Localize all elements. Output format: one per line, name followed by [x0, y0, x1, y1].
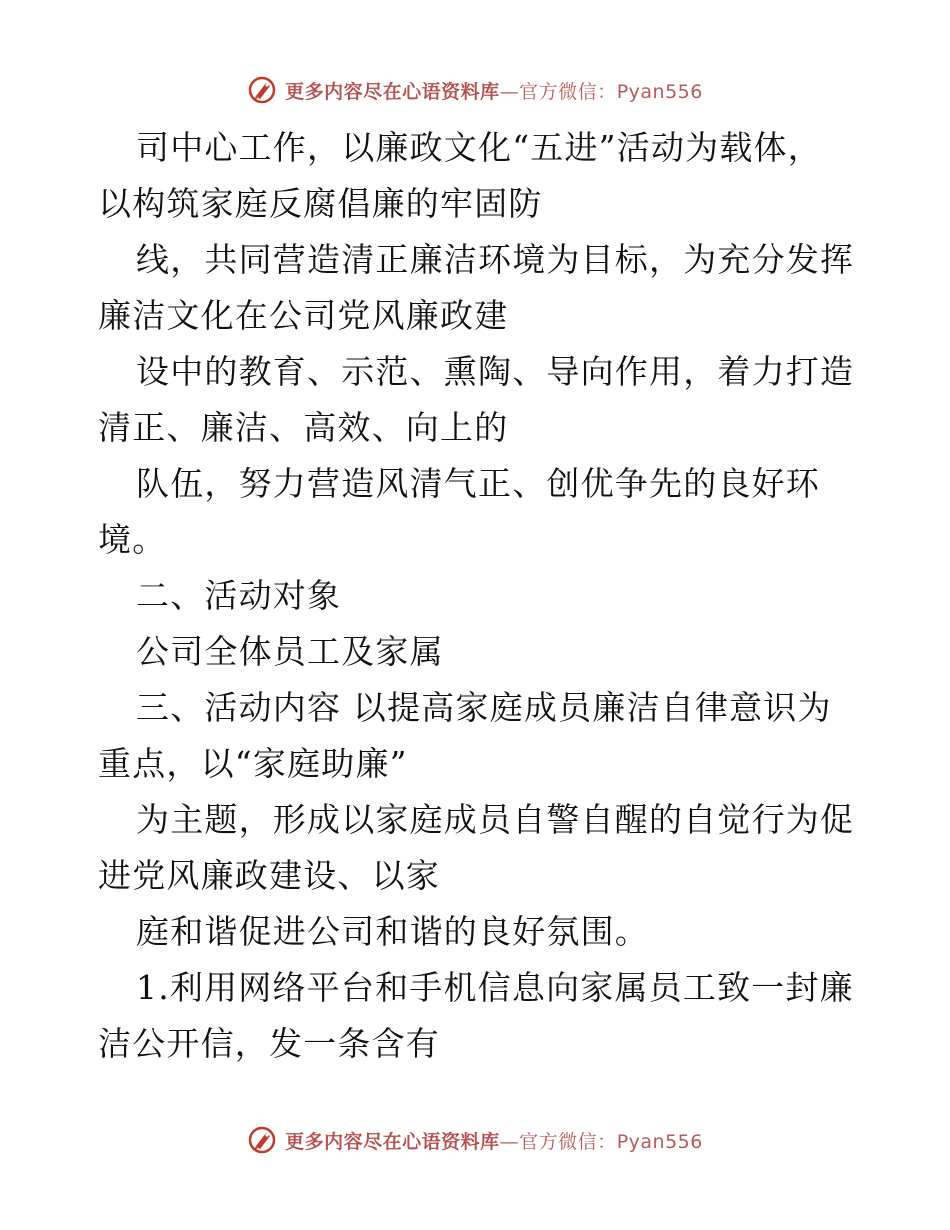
text-line: 境。	[98, 520, 167, 559]
text-line: 线，共同营造清正廉洁环境为目标，为充分发挥	[136, 240, 855, 279]
header-wechat-id: Pyan556	[616, 80, 703, 103]
text-line: 清正、廉洁、高效、向上的	[98, 408, 509, 447]
header-banner	[0, 70, 950, 110]
header-banner-text	[285, 77, 703, 104]
text-line: 进党风廉政建设、以家	[98, 856, 440, 895]
footer-wechat-id: Pyan556	[616, 1130, 703, 1153]
footer-banner-text	[285, 1127, 703, 1154]
text-line: 司中心工作，以廉政文化“五进”活动为载体，	[136, 128, 822, 167]
text-line: 公司全体员工及家属	[136, 632, 444, 671]
text-line: 1.利用网络平台和手机信息向家属员工致一封廉	[136, 968, 854, 1007]
footer-brand: 更多内容尽在心语资料库	[285, 1130, 500, 1153]
text-line: 队伍，努力营造风清气正、创优争先的良好环	[136, 464, 820, 503]
document-body	[98, 120, 858, 1072]
text-line: 三、活动内容 以提高家庭成员廉洁自律意识为	[136, 688, 832, 727]
footer-separator: —	[499, 1130, 520, 1153]
text-line: 庭和谐促进公司和谐的良好氛围。	[136, 912, 649, 951]
header-separator: —	[499, 80, 520, 103]
footer-banner	[0, 1120, 950, 1160]
text-line: 廉洁文化在公司党风廉政建	[98, 296, 509, 335]
header-brand: 更多内容尽在心语资料库	[285, 80, 500, 103]
pen-nib-logo-icon	[247, 75, 277, 105]
text-line: 洁公开信，发一条含有	[98, 1024, 440, 1063]
text-line: 设中的教育、示范、熏陶、导向作用，着力打造	[136, 352, 855, 391]
text-line: 为主题，形成以家庭成员自警自醒的自觉行为促	[136, 800, 855, 839]
pen-nib-logo-icon	[247, 1125, 277, 1155]
text-line: 重点，以“家庭助廉”	[98, 744, 408, 783]
text-line: 以构筑家庭反腐倡廉的牢固防	[98, 184, 543, 223]
footer-wechat-label: 官方微信：	[519, 1130, 617, 1153]
header-wechat-label: 官方微信：	[519, 80, 617, 103]
text-line: 二、活动对象	[136, 576, 342, 615]
